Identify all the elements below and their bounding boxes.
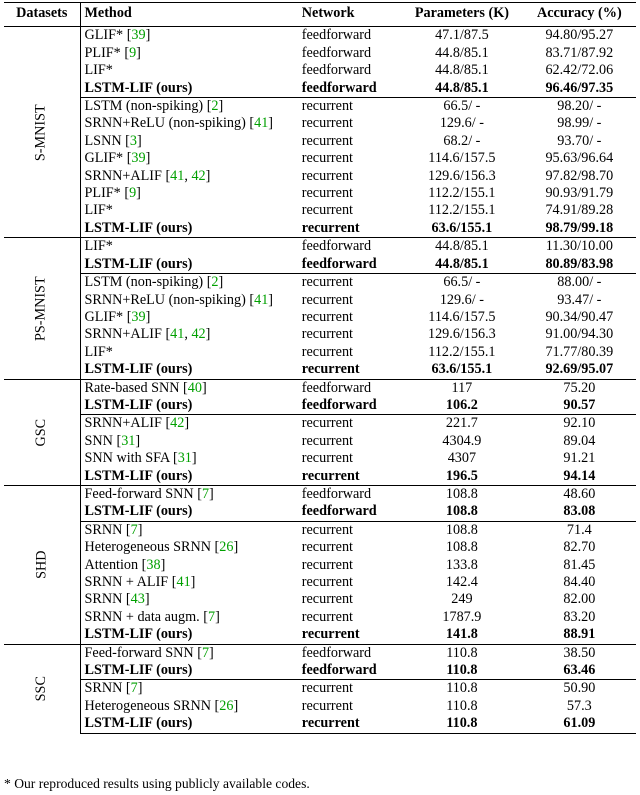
method-name: LSTM-LIF (ours) [84,662,193,679]
table-row [4,150,636,167]
table-row [4,309,636,326]
method-name: SRNN+ALIF [84,167,162,184]
network-cell: recurrent [301,539,353,556]
parameters-cell: 129.6/ - [439,291,484,308]
method-cell: SNN [31] [84,432,141,449]
parameters-cell: 66.5/ - [401,274,523,292]
method-name: PLIF* [84,185,121,202]
method-name: SRNN + ALIF [84,574,169,590]
table-row-ours [4,503,636,521]
table-row-ours [4,626,636,644]
method-cell: LSNN [3] [84,132,142,149]
citation-link[interactable]: 26 [219,539,234,556]
citation-link[interactable]: 42 [170,415,185,432]
method-cell [80,662,298,680]
citation-link[interactable]: 41 [176,574,191,590]
parameters-cell: 44.8/85.1 [435,255,489,272]
header-parameters: Parameters (K) [401,3,523,27]
dataset-label [4,238,80,379]
method-cell [80,256,298,274]
network-cell: feedforward [301,44,372,61]
method-cell [80,344,298,361]
citation-link[interactable]: 9 [129,44,137,61]
table-row [4,539,636,556]
method-name: LSTM-LIF (ours) [84,626,193,643]
parameters-cell: 110.8 [401,680,523,698]
network-cell: feedforward [298,238,401,256]
parameters-cell: 129.6/ - [439,115,484,132]
citation-link[interactable]: 2 [211,98,219,115]
table-row [4,274,636,292]
accuracy-cell: 98.99/ - [557,115,602,132]
network-cell: recurrent [301,132,353,149]
results-table [4,2,636,734]
method-name: SRNN+ALIF [84,415,162,432]
network-cell: feedforward [301,255,377,272]
method-name: LSTM-LIF (ours) [84,79,193,96]
network-cell: feedforward [301,396,377,413]
method-name: Heterogeneous SRNN [84,539,211,556]
table-row [4,133,636,150]
method-name: LSTM-LIF (ours) [84,361,193,378]
accuracy-cell: 94.80/95.27 [545,27,614,44]
dataset-name: SSC [33,676,50,702]
method-name: SRNN + data augm. [84,608,200,625]
header-network: Network [298,3,401,27]
citation-link[interactable]: 7 [130,680,138,697]
dataset-name: SHD [33,550,50,579]
parameters-cell: 141.8 [445,626,478,643]
accuracy-cell: 98.79/99.18 [545,219,614,236]
table-row [4,115,636,132]
table-row-ours [4,80,636,98]
network-cell: feedforward [301,79,377,96]
parameters-cell: 63.6/155.1 [431,361,493,378]
parameters-cell: 112.2/155.1 [428,185,496,202]
table-row [4,45,636,62]
network-cell: recurrent [301,361,360,378]
table-row [4,292,636,309]
method-name: SNN [84,432,113,449]
parameters-cell: 44.8/85.1 [435,79,489,96]
method-name: Attention [84,556,139,573]
method-name: LSTM-LIF (ours) [84,715,193,732]
table-row [4,698,636,715]
network-cell: recurrent [298,715,401,733]
method-name: Feed-forward SNN [84,644,194,661]
parameters-cell: 108.8 [445,539,478,556]
accuracy-cell: 11.30/10.00 [523,238,636,256]
parameters-cell: 221.7 [401,415,523,433]
citation-link[interactable]: 31 [121,432,136,449]
method-cell [80,397,298,415]
parameters-cell: 114.6/157.5 [428,150,496,167]
network-cell: recurrent [301,697,353,714]
method-cell: Rate-based SNN [40] [80,379,298,397]
table-row [4,98,636,116]
network-cell: recurrent [301,202,353,219]
parameters-cell: 112.2/155.1 [428,343,496,360]
citation-link[interactable]: 7 [201,644,210,661]
citation-link[interactable]: 7 [130,521,138,538]
network-cell: recurrent [301,608,353,625]
network-cell: recurrent [301,626,360,643]
network-cell: recurrent [301,591,353,608]
network-cell: recurrent [301,326,353,343]
accuracy-cell: 90.93/91.79 [545,185,614,202]
method-cell: PLIF* [9] [84,185,141,202]
network-cell: recurrent [301,115,353,132]
accuracy-cell: 82.00 [563,591,596,608]
dataset-name: GSC [33,418,50,447]
citation-link[interactable]: 41 [170,326,185,343]
network-cell: recurrent [301,450,353,467]
method-cell: SNN with SFA [31] [84,450,197,467]
method-name: LSTM-LIF (ours) [84,503,193,520]
network-cell: feedforward [301,662,377,679]
method-cell: SRNN+ALIF [41, 42] [84,167,211,184]
method-name: LIF* [84,62,113,79]
method-cell: SRNN+ReLU (non-spiking) [41] [84,291,274,308]
method-cell: SRNN [43] [84,591,150,608]
network-cell: feedforward [298,644,401,662]
citation-link[interactable]: 40 [187,379,202,396]
method-name: SRNN [84,680,123,697]
accuracy-cell: 93.70/ - [557,132,602,149]
table-row-ours [4,220,636,238]
accuracy-cell: 84.40 [563,574,596,590]
accuracy-cell: 89.04 [563,432,596,449]
method-name: GLIF* [84,308,124,325]
method-name: GLIF* [84,150,124,167]
table-row [4,415,636,433]
parameters-cell: 108.8 [445,503,478,520]
method-cell: SRNN + data augm. [7] [84,608,220,625]
accuracy-cell: 71.77/80.39 [545,343,614,360]
parameters-cell: 44.8/85.1 [401,238,523,256]
network-cell: recurrent [301,343,353,360]
parameters-cell: 44.8/85.1 [435,62,489,79]
table-body [4,27,636,733]
method-name: LSTM-LIF (ours) [84,467,193,484]
network-cell: recurrent [298,680,401,698]
method-name: SRNN+ALIF [84,326,162,343]
method-name: SNN with SFA [84,450,170,467]
method-cell [80,626,298,644]
network-cell: recurrent [298,274,401,292]
accuracy-cell: 88.00/ - [523,274,636,292]
accuracy-cell: 98.20/ - [523,98,636,116]
method-name: Feed-forward SNN [84,485,194,502]
table-row [4,168,636,185]
method-cell: SRNN [7] [80,521,298,539]
method-name: LIF* [84,238,113,255]
table-row [4,680,636,698]
method-cell: SRNN+ALIF [42] [80,415,298,433]
accuracy-cell: 57.3 [566,697,592,714]
method-cell: GLIF* [39] [84,150,151,167]
method-cell: GLIF* [39] [84,308,151,325]
parameters-cell: 110.8 [401,644,523,662]
table-row [4,379,636,397]
citation-link[interactable]: 41 [254,291,269,308]
method-cell [80,202,298,219]
network-cell: recurrent [301,574,353,590]
accuracy-cell: 38.50 [523,644,636,662]
accuracy-cell: 91.00/94.30 [545,326,614,343]
parameters-cell: 110.8 [446,662,478,679]
citation-link[interactable]: 41 [170,167,185,184]
table-row [4,433,636,450]
method-name: SRNN+ReLU (non-spiking) [84,291,246,308]
method-name: LIF* [84,202,113,219]
table-row-ours [4,468,636,486]
citation-link[interactable]: 39 [131,27,146,44]
parameters-cell: 108.8 [401,521,523,539]
accuracy-cell: 90.57 [563,396,596,413]
parameters-cell: 106.2 [445,396,478,413]
accuracy-cell: 97.82/98.70 [545,167,614,184]
dataset-label [4,485,80,644]
citation-link[interactable]: 3 [129,132,137,149]
accuracy-cell: 92.69/95.07 [545,361,614,378]
dataset-name: S-MNIST [33,103,50,161]
method-cell: Attention [38] [84,556,166,573]
method-cell: Heterogeneous SRNN [26] [84,539,239,556]
method-cell [80,503,298,521]
citation-link[interactable]: 39 [131,150,146,167]
parameters-cell: 196.5 [445,467,478,484]
network-cell: recurrent [301,308,353,325]
parameters-cell: 110.8 [446,697,478,714]
accuracy-cell: 82.70 [563,539,596,556]
citation-link[interactable]: 9 [129,185,137,202]
method-cell: SRNN [7] [80,680,298,698]
table-row-ours [4,715,636,733]
citation-link[interactable]: 38 [146,556,161,573]
parameters-cell: 1787.9 [442,608,482,625]
accuracy-cell: 75.20 [523,379,636,397]
network-cell: recurrent [301,150,353,167]
method-name: SRNN [84,591,123,608]
network-cell: recurrent [298,521,401,539]
parameters-cell: 4304.9 [442,432,482,449]
dataset-name: PS-MNIST [33,276,50,341]
citation-link[interactable]: 7 [207,608,216,625]
table-row [4,62,636,79]
method-name: LSTM-LIF (ours) [84,396,193,413]
accuracy-cell: 91.21 [563,450,596,467]
parameters-cell: 108.8 [401,485,523,503]
method-name: LSTM (non-spiking) [84,98,204,115]
network-cell: recurrent [298,415,401,433]
table-row-ours [4,256,636,274]
accuracy-cell: 81.45 [563,556,596,573]
network-cell: feedforward [301,27,372,44]
accuracy-cell: 92.10 [523,415,636,433]
network-cell: feedforward [301,62,372,79]
table-row-ours [4,361,636,379]
method-cell [80,238,298,256]
method-cell: Heterogeneous SRNN [26] [84,697,239,714]
accuracy-cell: 88.91 [563,626,596,643]
network-cell: recurrent [301,556,353,573]
table-row [4,185,636,202]
footnote: * Our reproduced results using publicly available codes. [4,776,310,791]
citation-link[interactable]: 42 [191,167,206,184]
citation-link[interactable]: 39 [131,308,146,325]
parameters-cell: 129.6/156.3 [427,326,496,343]
method-cell: PLIF* [9] [84,44,141,61]
table-row [4,609,636,626]
citation-link[interactable]: 26 [219,697,234,714]
dataset-label [4,27,80,238]
table-row [4,450,636,467]
method-cell [80,80,298,98]
header-datasets: Datasets [4,3,80,27]
parameters-cell: 4307 [447,450,477,467]
parameters-cell: 249 [451,591,473,608]
method-cell: Feed-forward SNN [7] [80,485,298,503]
parameters-cell: 133.8 [445,556,478,573]
accuracy-cell: 50.90 [523,680,636,698]
table-row [4,326,636,343]
table-row [4,557,636,574]
method-cell: LSTM (non-spiking) [2] [80,98,298,116]
parameters-cell: 66.5/ - [401,98,523,116]
network-cell: recurrent [301,219,360,236]
citation-link[interactable]: 43 [130,591,145,608]
accuracy-cell: 95.63/96.64 [545,150,614,167]
network-cell: recurrent [298,98,401,116]
method-cell: SRNN + ALIF [41] [84,574,196,590]
citation-link[interactable]: 2 [211,274,219,291]
table-row [4,591,636,608]
method-name: LIF* [84,343,113,360]
accuracy-cell: 80.89/83.98 [545,255,614,272]
parameters-cell: 114.6/157.5 [428,308,496,325]
network-cell: recurrent [301,167,353,184]
accuracy-cell: 74.91/89.28 [545,202,614,219]
method-cell: SRNN+ALIF [41, 42] [84,326,211,343]
accuracy-cell: 71.4 [523,521,636,539]
table-row [4,521,636,539]
accuracy-cell: 48.60 [523,485,636,503]
citation-link[interactable]: 42 [191,326,206,343]
dataset-label [4,644,80,733]
method-cell [80,220,298,238]
method-name: LSNN [84,132,122,149]
network-cell: recurrent [301,291,353,308]
accuracy-cell: 83.71/87.92 [545,44,614,61]
network-cell: recurrent [301,185,353,202]
method-name: Rate-based SNN [84,379,180,396]
method-name: PLIF* [84,44,121,61]
network-cell: recurrent [301,432,353,449]
accuracy-cell: 94.14 [563,467,596,484]
method-cell [80,468,298,486]
table-row-ours [4,662,636,680]
method-name: LSTM-LIF (ours) [84,255,193,272]
table-row [4,644,636,662]
citation-link[interactable]: 7 [201,485,210,502]
method-name: SRNN+ReLU (non-spiking) [84,115,246,132]
table-row [4,344,636,361]
header-accuracy: Accuracy (%) [523,3,636,27]
accuracy-cell: 96.46/97.35 [545,79,614,96]
method-name: Heterogeneous SRNN [84,697,211,714]
network-cell: recurrent [301,467,360,484]
accuracy-cell: 93.47/ - [557,291,602,308]
method-cell: Feed-forward SNN [7] [80,644,298,662]
table-row [4,485,636,503]
parameters-cell: 112.2/155.1 [428,202,496,219]
method-cell [80,361,298,379]
header-method: Method [80,3,298,27]
method-cell: SRNN+ReLU (non-spiking) [41] [84,115,274,132]
parameters-cell: 47.1/87.5 [435,27,489,44]
citation-link[interactable]: 41 [254,115,269,132]
table-row [4,238,636,256]
parameters-cell: 129.6/156.3 [427,167,496,184]
method-name: LSTM-LIF (ours) [84,219,193,236]
method-cell [80,62,298,79]
accuracy-cell: 63.46 [563,662,596,679]
method-name: GLIF* [84,27,124,44]
parameters-cell: 44.8/85.1 [435,44,489,61]
parameters-cell: 63.6/155.1 [431,219,493,236]
dataset-label [4,379,80,485]
accuracy-cell: 83.08 [563,503,596,520]
method-cell: GLIF* [39] [84,27,151,44]
accuracy-cell: 90.34/90.47 [545,308,614,325]
method-name: LSTM (non-spiking) [84,274,204,291]
citation-link[interactable]: 31 [177,450,192,467]
parameters-cell: 110.8 [401,715,523,733]
network-cell: feedforward [301,503,377,520]
accuracy-cell: 62.42/72.06 [545,62,614,79]
accuracy-cell: 61.09 [523,715,636,733]
table-row [4,27,636,45]
network-cell: feedforward [298,485,401,503]
method-name: SRNN [84,521,123,538]
parameters-cell: 142.4 [445,574,478,590]
header-row [4,3,636,27]
method-cell: LSTM (non-spiking) [2] [80,274,298,292]
table-row [4,202,636,219]
parameters-cell: 117 [401,379,523,397]
table-row [4,574,636,591]
network-cell: feedforward [298,379,401,397]
accuracy-cell: 83.20 [563,608,596,625]
parameters-cell: 68.2/ - [443,132,481,149]
method-cell [80,715,298,733]
table-row-ours [4,397,636,415]
